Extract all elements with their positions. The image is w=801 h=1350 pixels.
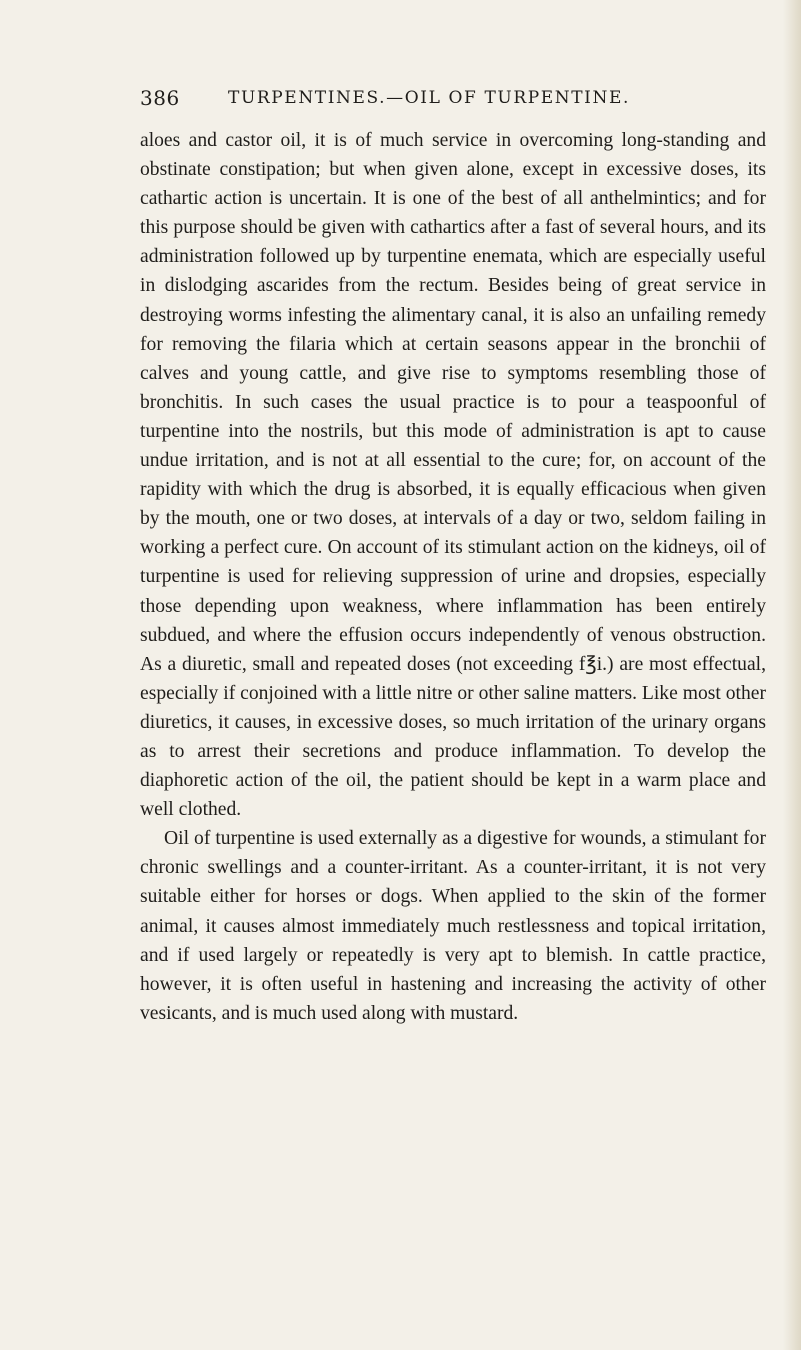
paragraph-continuation: aloes and castor oil, it is of much service in overcoming long-standing and obstinate constipation; but when given alone, except in excessive doses, its cathartic action is uncertain. It is one of the best of all anthelmintics; and for this purpose should be given with cathartics after a fast of several hours, and its administration followed up by turpentine enemata, which are especially useful in dislodging ascarides from the rectum. Besides being of great service in destroying worms infesting the alimentary canal, it is also an unfailing remedy for removing the filaria which at certain seasons appear in the bronchii of calves and young cattle, and give rise to symptoms resembling those of bronchitis. In such cases the usual practice is to pour a teaspoonful of turpentine into the nostrils, but this mode of administration is apt to cause undue irritation, and is not at all essential to the cure; for, on account of the rapidity with which the drug is absorbed, it is equally efficacious when given by the mouth, one or two doses, at intervals of a day or two, seldom failing in working a perfect cure. On account of its stimulant action on the kidneys, oil of turpentine is used for relieving suppression of urine and dropsies, especially those depending upon weakness, where inflammation has been entirely subdued, and where the effusion occurs independently of venous obstruction. As a diuretic, small and repeated doses (not exceeding f℥i.) are most effectual, especially if conjoined with a little nitre or other saline matters. Like most other diuretics, it causes, in excessive doses, so much irritation of the urinary organs as to arrest their secretions and produce inflammation. To develop the diaphoretic action of the oil, the patient should be kept in a warm place and well clothed. [140, 130, 766, 821]
page-edge-shadow [783, 0, 801, 1350]
page-header [140, 86, 700, 118]
running-head: TURPENTINES.—OIL OF TURPENTINE. [228, 88, 630, 108]
body-text [140, 126, 766, 1028]
paragraph-external-use: Oil of turpentine is used externally as a digestive for wounds, a stimulant for chronic swellings and a counter-irritant. As a counter-irritant, it is not very suitable either for horses or dogs. When applied to the skin of the former animal, it causes almost immediately much restlessness and topical irritation, and if used largely or repeatedly is very apt to blemish. In cattle practice, however, it is often useful in hastening and increasing the activity of other vesicants, and is much used along with mustard. [140, 828, 766, 1024]
page-number: 386 [140, 86, 180, 110]
